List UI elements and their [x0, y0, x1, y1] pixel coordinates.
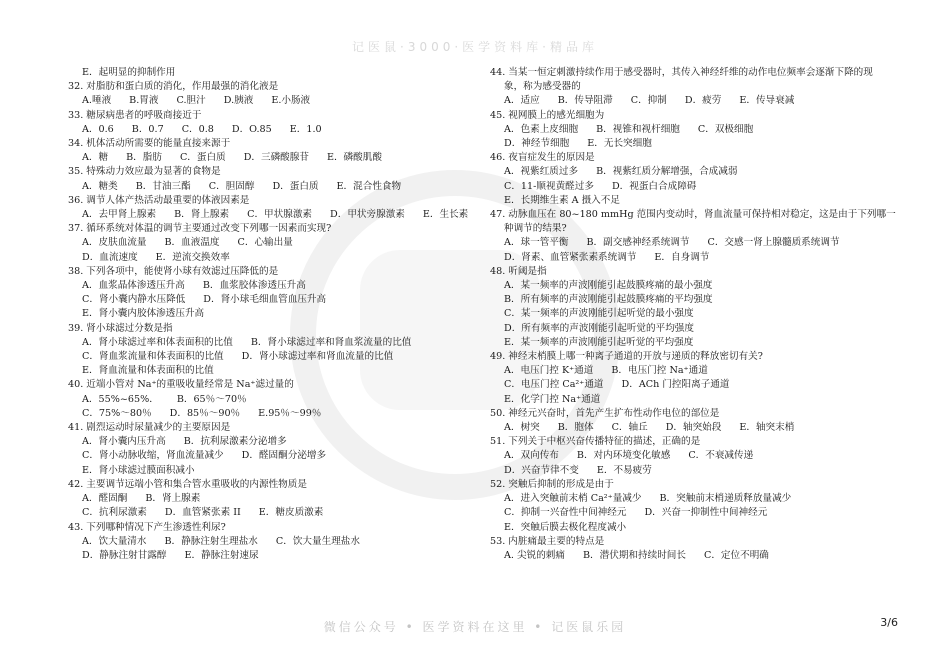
- answer-option: E．静脉注射速尿: [184, 549, 259, 561]
- answer-option: E．生长素: [422, 209, 469, 221]
- answer-option: C．电压门控 Ca²⁺通道: [504, 379, 604, 391]
- answer-option: E．肾小囊内胶体渗透压升高: [82, 308, 205, 320]
- answer-option: D．蛋白质: [272, 180, 319, 192]
- question-stem: 38. 下列各项中，能使肾小球有效滤过压降低的是: [68, 265, 279, 277]
- answer-option: C．肾血浆流量和体表面积的比值: [82, 351, 224, 363]
- answer-option: B．肾上腺素: [145, 493, 201, 505]
- answer-option: C．心输出量: [237, 237, 293, 249]
- answer-option: A．色素上皮细胞: [504, 123, 579, 135]
- question-stem: 39. 肾小球滤过分数是指: [68, 322, 173, 334]
- answer-option: B．肾上腺素: [174, 209, 230, 221]
- answer-option: D．甲状旁腺激素: [330, 209, 405, 221]
- answer-option: E．磷酸肌酸: [326, 152, 382, 164]
- answer-option: A．糖: [82, 152, 109, 164]
- question-block: [490, 208, 910, 265]
- question-block: [68, 66, 468, 80]
- footer-watermark: 微信公众号 • 医学资料在这里 • 记医鼠乐园: [323, 620, 627, 634]
- answer-option: C．双极细胞: [697, 123, 754, 135]
- answer-option: C．饮大量生理盐水: [275, 535, 360, 547]
- answer-option: A．双向传布: [504, 450, 559, 462]
- question-stem: 43. 下列哪种情况下产生渗透性利尿?: [68, 521, 226, 533]
- answer-option: E．化学门控 Na⁺通道: [504, 393, 601, 405]
- option-row: [490, 194, 910, 208]
- answer-option: A．球一管平衡: [504, 237, 569, 249]
- answer-option: C．轴丘: [611, 422, 648, 434]
- question-block: [68, 378, 468, 421]
- answer-option: E．突触后膜去极化程度减小: [504, 521, 627, 533]
- answer-option: B．65％～70％: [176, 393, 247, 405]
- option-row: [490, 464, 910, 478]
- answer-option: C．75%～80％: [82, 407, 152, 419]
- answer-option: D．ACh 门控阳离子通道: [621, 379, 730, 391]
- answer-option: C．不衰减传递: [688, 450, 754, 462]
- answer-option: A．糖类: [82, 180, 118, 192]
- question-block: [490, 407, 910, 435]
- question-block: [68, 194, 468, 222]
- answer-option: A．电压门控 K⁺通道: [504, 365, 594, 377]
- option-row: [68, 549, 468, 563]
- answer-option: E．不易疲劳: [596, 464, 652, 476]
- option-row: [68, 535, 468, 549]
- question-block: [490, 350, 910, 407]
- option-row: [68, 236, 468, 250]
- question-stem: 50. 神经元兴奋时，首先产生扩布性动作电位的部位是: [490, 407, 720, 419]
- option-row: [68, 151, 468, 165]
- answer-option: A．去甲肾上腺素: [82, 209, 157, 221]
- answer-option: D．血流速度: [82, 251, 138, 263]
- answer-option: B．突触前末梢递质释放量减少: [659, 493, 792, 505]
- answer-option: E．轴突末梢: [739, 422, 795, 434]
- answer-option: E．糖皮质激素: [258, 507, 324, 519]
- answer-option: B．血浆胶体渗透压升高: [202, 280, 306, 292]
- option-row: [490, 421, 910, 435]
- option-row: [68, 435, 468, 449]
- answer-option: D.胰液: [223, 95, 254, 107]
- option-row: [68, 350, 468, 364]
- answer-option: A．醛固酮: [82, 493, 128, 505]
- option-row: [68, 492, 468, 506]
- question-stem: 35. 特殊动力效应最为显著的食物是: [68, 166, 221, 178]
- option-row: [490, 364, 910, 378]
- answer-option: A．进入突触前末梢 Ca²⁺量减少: [504, 493, 642, 505]
- question-block: [490, 265, 910, 350]
- option-row: [68, 251, 468, 265]
- option-row: [490, 137, 910, 151]
- answer-option: C．某一频率的声波刚能引起听觉的最小强度: [504, 308, 694, 320]
- option-row: [490, 549, 910, 563]
- option-row: [68, 123, 468, 137]
- answer-option: B．肾小球滤过率和肾血浆流量的比值: [250, 336, 412, 348]
- option-row: [490, 94, 910, 108]
- answer-option: A．肾小球滤过率和体表面积的比值: [82, 336, 233, 348]
- question-stem-continuation: 种调节的结果?: [504, 223, 567, 235]
- question-stem: 37. 循环系统对体温的调节主要通过改变下列哪一因素而实现?: [68, 223, 332, 235]
- answer-option: A．树突: [504, 422, 540, 434]
- question-stem: 34. 机体活动所需要的能量直接来源于: [68, 138, 231, 150]
- option-row: [490, 293, 910, 307]
- answer-option: D．所有频率的声波刚能引起听觉的平均强度: [504, 322, 694, 334]
- answer-option: D．轴突始段: [665, 422, 722, 434]
- question-block: [68, 265, 468, 322]
- question-block: [490, 66, 910, 109]
- option-row: [490, 506, 910, 520]
- answer-option: B．视紫红质分解增强，合成减弱: [596, 166, 738, 178]
- question-stem: 47. 动脉血压在 80~180 mmHg 范围内变动时，肾血流量可保持相对稳定，这是由于下列哪一: [490, 209, 896, 221]
- option-row: [68, 407, 468, 421]
- question-stem: 53. 内脏痛最主要的特点是: [490, 535, 605, 547]
- answer-option: D．醛固酮分泌增多: [241, 450, 327, 462]
- answer-option: A．视紫红质过多: [504, 166, 579, 178]
- question-stem: 48. 听阈是指: [490, 265, 547, 277]
- option-row: [68, 506, 468, 520]
- answer-option: A．饮大量清水: [82, 535, 147, 547]
- option-row: [490, 521, 910, 535]
- answer-option: E．无长突细胞: [587, 138, 652, 150]
- answer-option: A．某一频率的声波刚能引起鼓膜疼痛的最小强度: [504, 280, 713, 292]
- question-stem: 45. 视网膜上的感光细胞为: [490, 109, 605, 121]
- question-stem: 49. 神经末梢膜上哪一种离子通道的开放与递质的释放密切有关?: [490, 351, 763, 363]
- question-block: [490, 478, 910, 535]
- answer-option: D．85％～90％: [169, 407, 241, 419]
- answer-option: C．定位不明确: [704, 549, 769, 561]
- answer-option: C．抑制: [630, 95, 667, 107]
- page-number: 3/6: [880, 616, 898, 629]
- question-block: [490, 535, 910, 563]
- answer-option: A．肾小囊内压升高: [82, 436, 166, 448]
- question-stem-continuation: 象，称为感受器的: [504, 81, 581, 93]
- question-stem: 36. 调节人体产热活动最重要的体液因素是: [68, 194, 250, 206]
- question-block: [68, 521, 468, 564]
- answer-option: D．肾小球毛细血管血压升高: [203, 294, 327, 306]
- answer-option: A.唾液: [82, 95, 112, 107]
- answer-option: D．肾素、血管紧张素系统调节: [504, 251, 637, 263]
- option-row: [490, 336, 910, 350]
- option-row: [68, 293, 468, 307]
- question-stem: 33. 糖尿病患者的呼吸商接近于: [68, 109, 202, 121]
- answer-option: A．0.6: [82, 123, 114, 135]
- answer-option: D．肾小球滤过率和肾血流量的比值: [241, 351, 394, 363]
- question-block: [490, 109, 910, 152]
- answer-option: E.95％～99％: [258, 407, 322, 419]
- answer-option: D．静脉注射甘露醇: [82, 549, 167, 561]
- right-question-column: [490, 66, 910, 563]
- option-row: [490, 449, 910, 463]
- option-row: [490, 236, 910, 250]
- answer-option: D．三磷酸腺苷: [243, 152, 309, 164]
- answer-option: B．对内环境变化敏感: [576, 450, 671, 462]
- answer-option: C．胆固醇: [208, 180, 255, 192]
- question-block: [68, 137, 468, 165]
- answer-option: B．潜伏期和持续时间长: [583, 549, 686, 561]
- answer-option: C．交感一肾上腺髓质系统调节: [707, 237, 840, 249]
- answer-option: C．甲状腺激素: [247, 209, 313, 221]
- question-stem: 44. 当某一恒定刺激持续作用于感受器时，其传入神经纤维的动作电位频率会逐渐下降的现: [490, 67, 873, 78]
- answer-option: B．视锥和视杆细胞: [596, 123, 680, 135]
- question-stem: 40. 近端小管对 Na⁺的重吸收量经常是 Na⁺滤过量的: [68, 379, 294, 391]
- question-block: [68, 165, 468, 193]
- option-row: [68, 180, 468, 194]
- answer-option: A．55%~65%．: [82, 393, 159, 405]
- question-stem: 41. 剧烈运动时尿量减少的主要原因是: [68, 422, 231, 434]
- question-block: [68, 80, 468, 108]
- option-row: [490, 322, 910, 336]
- answer-option: B．电压门控 Na⁺通道: [611, 365, 708, 377]
- answer-option: A．皮肤血流量: [82, 237, 147, 249]
- answer-option: B．胞体: [557, 422, 594, 434]
- option-row: [68, 279, 468, 293]
- question-block: [68, 421, 468, 478]
- question-block: [68, 322, 468, 379]
- answer-option: B．0.7: [131, 123, 164, 135]
- question-continuation-text: E．起明显的抑制作用: [82, 67, 176, 78]
- option-row: [68, 208, 468, 222]
- answer-option: C．肾小动脉收缩，肾血流量减少: [82, 450, 224, 462]
- question-block: [68, 109, 468, 137]
- option-row: [68, 307, 468, 321]
- answer-option: C.胆汁: [176, 95, 206, 107]
- answer-option: D．血管紧张素 II: [164, 507, 241, 519]
- option-row: [68, 393, 468, 407]
- answer-option: B．脂肪: [126, 152, 162, 164]
- answer-option: D．兴奋一抑制性中间神经元: [644, 507, 768, 519]
- answer-option: B．副交感神经系统调节: [586, 237, 690, 249]
- option-row: [68, 449, 468, 463]
- answer-option: E．传导衰减: [739, 95, 795, 107]
- answer-option: C．抑制一兴奋性中间神经元: [504, 507, 627, 519]
- answer-option: D．O.85: [231, 123, 272, 135]
- question-block: [68, 478, 468, 521]
- header-watermark: 记医鼠·3000·医学资料库·精品库: [352, 40, 598, 54]
- answer-option: B.胃液: [129, 95, 159, 107]
- answer-option: E.小肠液: [271, 95, 311, 107]
- question-block: [490, 151, 910, 208]
- answer-option: E．自身调节: [654, 251, 710, 263]
- answer-option: A．血浆晶体渗透压升高: [82, 280, 185, 292]
- option-row: [490, 307, 910, 321]
- answer-option: E．混合性食物: [336, 180, 402, 192]
- answer-option: D．神经节细胞: [504, 138, 570, 150]
- answer-option: C．肾小囊内静水压降低: [82, 294, 186, 306]
- option-row: [68, 364, 468, 378]
- answer-option: E．1.0: [289, 123, 322, 135]
- answer-option: E．肾小球滤过膜面积减小: [82, 464, 195, 476]
- option-row: [68, 464, 468, 478]
- left-question-column: [68, 66, 468, 563]
- answer-option: C．11-顺视黄醛过多: [504, 180, 594, 192]
- answer-option: E．肾血流量和体表面积的比值: [82, 365, 214, 377]
- answer-option: B．传导阻滞: [557, 95, 613, 107]
- answer-option: A．适应: [504, 95, 540, 107]
- option-row: [490, 165, 910, 179]
- answer-option: B．所有频率的声波刚能引起鼓膜疼痛的平均强度: [504, 294, 713, 306]
- answer-option: B．静脉注射生理盐水: [164, 535, 258, 547]
- answer-option: C．0.8: [181, 123, 214, 135]
- answer-option: B．抗利尿激素分泌增多: [183, 436, 287, 448]
- answer-option: E．逆流交换效率: [155, 251, 230, 263]
- answer-option: B．甘油三酯: [135, 180, 191, 192]
- question-stem: 32. 对脂肪和蛋白质的消化，作用最强的消化液是: [68, 81, 279, 93]
- option-row: [490, 180, 910, 194]
- answer-option: A. 尖锐的刺痛: [504, 549, 565, 561]
- answer-option: D．视蛋白合成障碍: [611, 180, 697, 192]
- question-stem: 52. 突触后抑制的形成是由于: [490, 478, 614, 490]
- question-block: [68, 222, 468, 265]
- answer-option: C．蛋白质: [179, 152, 226, 164]
- option-row: [490, 251, 910, 265]
- question-block: [490, 435, 910, 478]
- option-row: [490, 378, 910, 392]
- question-stem: 51. 下列关于中枢兴奋传播特征的描述，正确的是: [490, 436, 701, 448]
- question-stem: 46. 夜盲症发生的原因是: [490, 152, 595, 164]
- answer-option: D．兴奋节律不变: [504, 464, 579, 476]
- answer-option: B．血液温度: [164, 237, 220, 249]
- option-row: [490, 393, 910, 407]
- option-row: [490, 123, 910, 137]
- answer-option: C．抗利尿激素: [82, 507, 147, 519]
- option-row: [68, 94, 468, 108]
- option-row: [490, 279, 910, 293]
- answer-option: E．某一频率的声波刚能引起听觉的平均强度: [504, 336, 694, 348]
- answer-option: E．长期维生素 A 摄入不足: [504, 194, 620, 206]
- answer-option: D．疲劳: [684, 95, 722, 107]
- question-stem: 42. 主要调节远端小管和集合管水重吸收的内源性物质是: [68, 478, 307, 490]
- option-row: [490, 492, 910, 506]
- option-row: [68, 336, 468, 350]
